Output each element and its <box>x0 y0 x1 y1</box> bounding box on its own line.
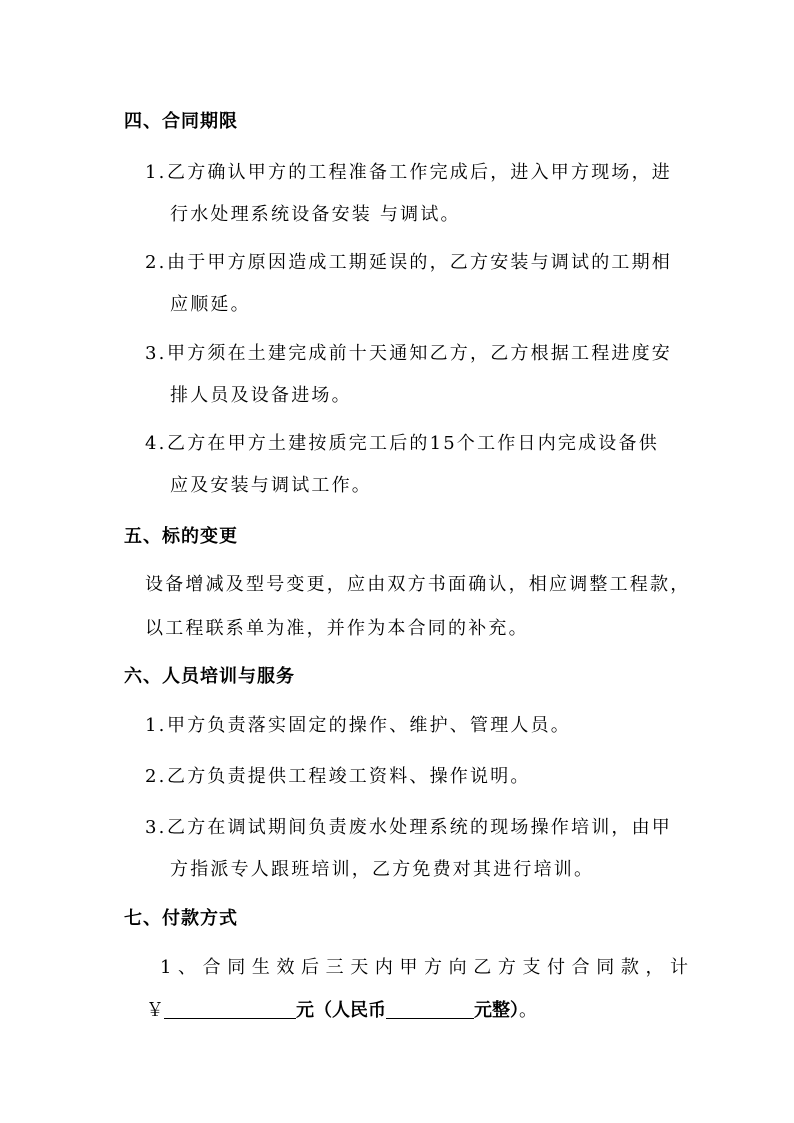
section-heading-payment: 七、付款方式 <box>124 908 238 929</box>
line-end: 。 <box>519 1000 537 1021</box>
list-number: 4. <box>145 433 167 454</box>
list-number: 1. <box>145 162 167 183</box>
list-item-line: 方指派专人跟班培训，乙方免费对其进行培训。 <box>170 859 595 880</box>
rmb-amount-blank[interactable] <box>386 1000 474 1019</box>
list-number: 2. <box>145 766 167 787</box>
section-heading-training-service: 六、人员培训与服务 <box>124 666 295 687</box>
list-item-line: 1.甲方负责落实固定的操作、维护、管理人员。 <box>145 715 571 736</box>
list-number: 1. <box>145 715 167 736</box>
list-item-line: 1.乙方确认甲方的工程准备工作完成后，进入甲方现场，进 <box>145 162 672 183</box>
yuan-label: 元（人民币 <box>296 1000 386 1021</box>
list-item-line: 排人员及设备进场。 <box>170 385 352 406</box>
payment-line: 1、合同生效后三天内甲方向乙方支付合同款，计 <box>160 957 695 978</box>
list-number: 2. <box>145 252 167 273</box>
list-item-line: 3.乙方在调试期间负责废水处理系统的现场操作培训，由甲 <box>145 817 672 838</box>
list-number: 3. <box>145 817 167 838</box>
amount-blank[interactable] <box>164 1000 296 1019</box>
list-item-line: 行水处理系统设备安装 与调试。 <box>170 204 461 225</box>
payment-amount-line <box>146 996 537 1022</box>
paragraph-line: 设备增减及型号变更，应由双方书面确认，相应调整工程款， <box>145 574 691 595</box>
list-number: 3. <box>145 343 167 364</box>
paragraph-line: 以工程联系单为准，并作为本合同的补充。 <box>145 618 529 639</box>
section-heading-subject-change: 五、标的变更 <box>124 526 238 547</box>
list-item-line: 应顺延。 <box>170 294 251 315</box>
list-item-line: 应及安装与调试工作。 <box>170 475 372 496</box>
list-item-line: 2.乙方负责提供工程竣工资料、操作说明。 <box>145 766 531 787</box>
yuan-whole-label: 元整） <box>474 1000 519 1021</box>
list-item-line: 3.甲方须在土建完成前十天通知乙方，乙方根据工程进度安 <box>145 343 672 364</box>
list-item-line: 4.乙方在甲方土建按质完工后的15个工作日内完成设备供 <box>145 433 659 454</box>
currency-symbol: ￥ <box>146 1000 164 1021</box>
list-item-line: 2.由于甲方原因造成工期延误的，乙方安装与调试的工期相 <box>145 252 672 273</box>
section-heading-contract-term: 四、合同期限 <box>124 111 238 132</box>
